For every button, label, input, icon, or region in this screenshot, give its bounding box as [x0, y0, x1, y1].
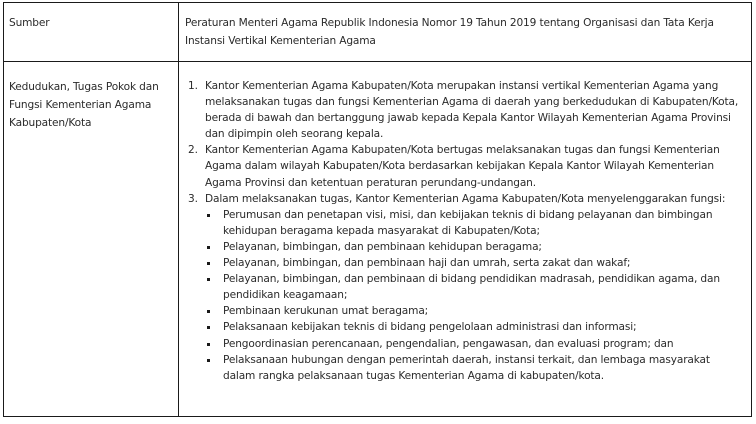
bullet-square-icon [207, 278, 210, 281]
table-row-sumber [4, 3, 751, 62]
bullet-item [185, 303, 745, 319]
table-row-kedudukan [4, 61, 751, 416]
bullet-item [185, 319, 745, 335]
bullet-text: Perumusan dan penetapan visi, misi, dan kebijakan teknis di bidang pelayanan dan bimbingan kehidupan beragama kepada masyarakat di Kabupaten/Kota; [223, 208, 713, 237]
bullet-square-icon [207, 359, 210, 362]
list-number: 2. [188, 144, 198, 157]
bullet-item [185, 336, 745, 352]
row-label-kedudukan: Kedudukan, Tugas Pokok dan Fungsi Kementerian Agama Kabupaten/Kota [9, 81, 159, 129]
bullet-text: Pelayanan, bimbingan, dan pembinaan di bidang pendidikan madrasah, pendidikan agama, dan pendidikan keagamaan; [223, 273, 720, 302]
row-label-sumber: Sumber [9, 17, 50, 29]
bullet-square-icon [207, 214, 210, 217]
info-table [3, 2, 752, 417]
bullet-text: Pelaksanaan kebijakan teknis di bidang pengelolaan administrasi dan informasi; [223, 321, 637, 334]
bullet-square-icon [207, 326, 210, 329]
bullet-square-icon [207, 310, 210, 313]
bullet-item [185, 255, 745, 271]
list-item [185, 78, 745, 142]
list-number: 1. [188, 80, 198, 92]
list-item-text: Kantor Kementerian Agama Kabupaten/Kota bertugas melaksanakan tugas dan fungsi Kementerian Agama dalam wilayah Kabupaten/Kota berdasarkan kebijakan Kepala Kantor Wilayah Kementerian Agama Provinsi dan ketentuan peraturan perundang-undangan. [205, 144, 720, 189]
list-item-text: Dalam melaksanakan tugas, Kantor Kementerian Agama Kabupaten/Kota menyelenggarakan fungsi: [205, 192, 726, 205]
bullet-square-icon [207, 246, 210, 249]
list-item-text: Kantor Kementerian Agama Kabupaten/Kota merupakan instansi vertikal Kementerian Agama yang melaksanakan tugas dan fungsi Kementerian Agama di daerah yang berkedudukan di Kabupaten/Kota, berada di bawah dan bertanggung jawab kepada Kepala Kantor Wilayah Kementerian Agama Provinsi dan dipimpin oleh seorang kepala. [205, 80, 739, 141]
bullet-square-icon [207, 262, 210, 265]
bullet-item [185, 239, 745, 255]
bullet-item [185, 207, 745, 239]
bullet-item [185, 352, 745, 384]
list-number: 3. [188, 192, 198, 205]
function-bullet-list [185, 207, 745, 384]
bullet-text: Pelaksanaan hubungan dengan pemerintah daerah, instansi terkait, dan lembaga masyarakat dalam rangka pelaksanaan tugas Kementerian Agama di kabupaten/kota. [223, 353, 710, 382]
bullet-text: Pelayanan, bimbingan, dan pembinaan haji dan umrah, serta zakat dan wakaf; [223, 257, 631, 270]
row-value-sumber: Peraturan Menteri Agama Republik Indonesia Nomor 19 Tahun 2019 tentang Organisasi dan Tata Kerja Instansi Vertikal Kementerian Agama [185, 17, 714, 47]
row-value-kedudukan [185, 78, 745, 384]
bullet-text: Pembinaan kerukunan umat beragama; [223, 305, 429, 318]
bullet-item [185, 271, 745, 303]
bullet-text: Pelayanan, bimbingan, dan pembinaan kehidupan beragama; [223, 240, 542, 253]
numbered-list [185, 78, 745, 207]
bullet-square-icon [207, 343, 210, 346]
bullet-text: Pengoordinasian perencanaan, pengendalian, pengawasan, dan evaluasi program; dan [223, 337, 674, 350]
list-item [185, 191, 745, 207]
list-item [185, 142, 745, 190]
